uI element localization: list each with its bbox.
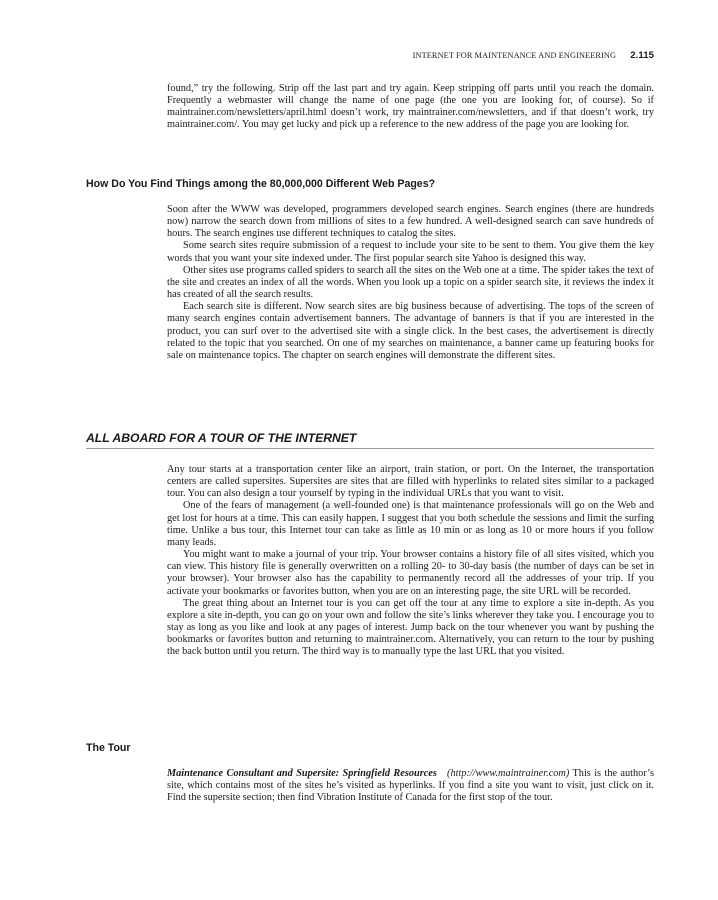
paragraph: Other sites use programs called spiders to search all the sites on the Web one at a time. The spider takes the text of the site and creates an index of all the words. When you look up a topic on a spider search site, it reviews the index it has created of all the search results.	[167, 264, 654, 301]
entry-text: This is the author’s site, which contains most of the sites he’s visited as hyperlinks. If you find a site you want to visit, just click on it. Find the supersite section; then find Vibration Institute of Canada for the first stop of the tour.	[167, 768, 654, 804]
paragraph: Some search sites require submission of a request to include your site to be sent to them. You give them the key words that you want your site indexed under. The first popular search site Yahoo is designed this way.	[167, 240, 654, 264]
the-tour-heading: The Tour	[86, 742, 131, 754]
running-title: INTERNET FOR MAINTENANCE AND ENGINEERING	[412, 51, 617, 60]
tour-section-body	[167, 464, 654, 659]
page-number: 2.115	[630, 50, 654, 61]
tour-entry-paragraph	[167, 768, 654, 804]
section-heading: ALL ABOARD FOR A TOUR OF THE INTERNET	[86, 431, 654, 449]
paragraph: Soon after the WWW was developed, programmers developed search engines. Search engines (there are hundreds now) narrow the search down from millions of sites to a few hundred. A well-designed search can save hundreds of hours. The search engines use different techniques to catalog the sites.	[167, 204, 654, 240]
find-things-body	[167, 204, 654, 362]
intro-paragraph: found,” try the following. Strip off the last part and try again. Keep stripping off parts until you reach the domain. Frequently a webmaster will change the name of one page (the one you are looking for, of course). So if maintrainer.com/newsletters/april.html doesn’t work, try maintrainer.com/newsletters, and if that doesn’t work, try maintrainer.com/. You may get lucky and pick up a reference to the new address of the page you are looking for.	[167, 83, 654, 131]
paragraph: The great thing about an Internet tour is you can get off the tour at any time to explore a site in-depth. As you explore a site in-depth, you can go on your own and follow the site’s links wherever they take you. I encourage you to stay as long as you like and look at any pages of interest. Jump back on the tour whenever you want by pushing the bookmarks or favorites button and returning to maintrainer.com. Alternatively, you can return to the tour by pushing the back button until you return. The third way is to manually type the last URL that you visited.	[167, 597, 654, 658]
paragraph: You might want to make a journal of your trip. Your browser contains a history file of all sites visited, which you can view. This history file is generally overwritten on a rolling 20- to 30-day basis (the number of days can be set in your browser). Your browser also has the capability to permanently record all the addresses of your trip. If you activate your bookmarks or favorites button, when you are on an interesting page, the site URL will be recorded.	[167, 549, 654, 597]
entry-url[interactable]: (http://www.maintrainer.com)	[447, 768, 570, 779]
intro-block	[167, 83, 654, 132]
paragraph: One of the fears of management (a well-founded one) is that maintenance professionals will go on the Web and get lost for hours at a time. This can easily happen. I suggest that you both schedule the sessions and limit the surfing time. Unlike a bus tour, this Internet tour can take as little as 10 min or as long as 10 or more hours if you follow many leads.	[167, 500, 654, 548]
entry-title: Maintenance Consultant and Supersite: Springfield Resources	[167, 768, 437, 779]
paragraph: Each search site is different. Now search sites are big business because of advertising. The tops of the screen of many search engines contain advertisement banners. The advantage of banners is that if you are interested in the product, you can surf over to the advertised site with a single click. In the best cases, the advertisement is directly related to the topic that you searched. On one of my searches on maintenance, a banner came up featuring books for sale on maintenance topics. The chapter on search engines will demonstrate the different sites.	[167, 301, 654, 361]
running-header	[413, 50, 654, 61]
paragraph: Any tour starts at a transportation center like an airport, train station, or port. On the Internet, the transportation centers are called supersites. Supersites are sites that are filled with hyperlinks to related sites similar to a packaged tour. You can also design a tour yourself by typing in the individual URLs that you want to visit.	[167, 464, 654, 500]
find-things-heading: How Do You Find Things among the 80,000,000 Different Web Pages?	[86, 178, 436, 190]
tour-entry	[167, 768, 654, 804]
